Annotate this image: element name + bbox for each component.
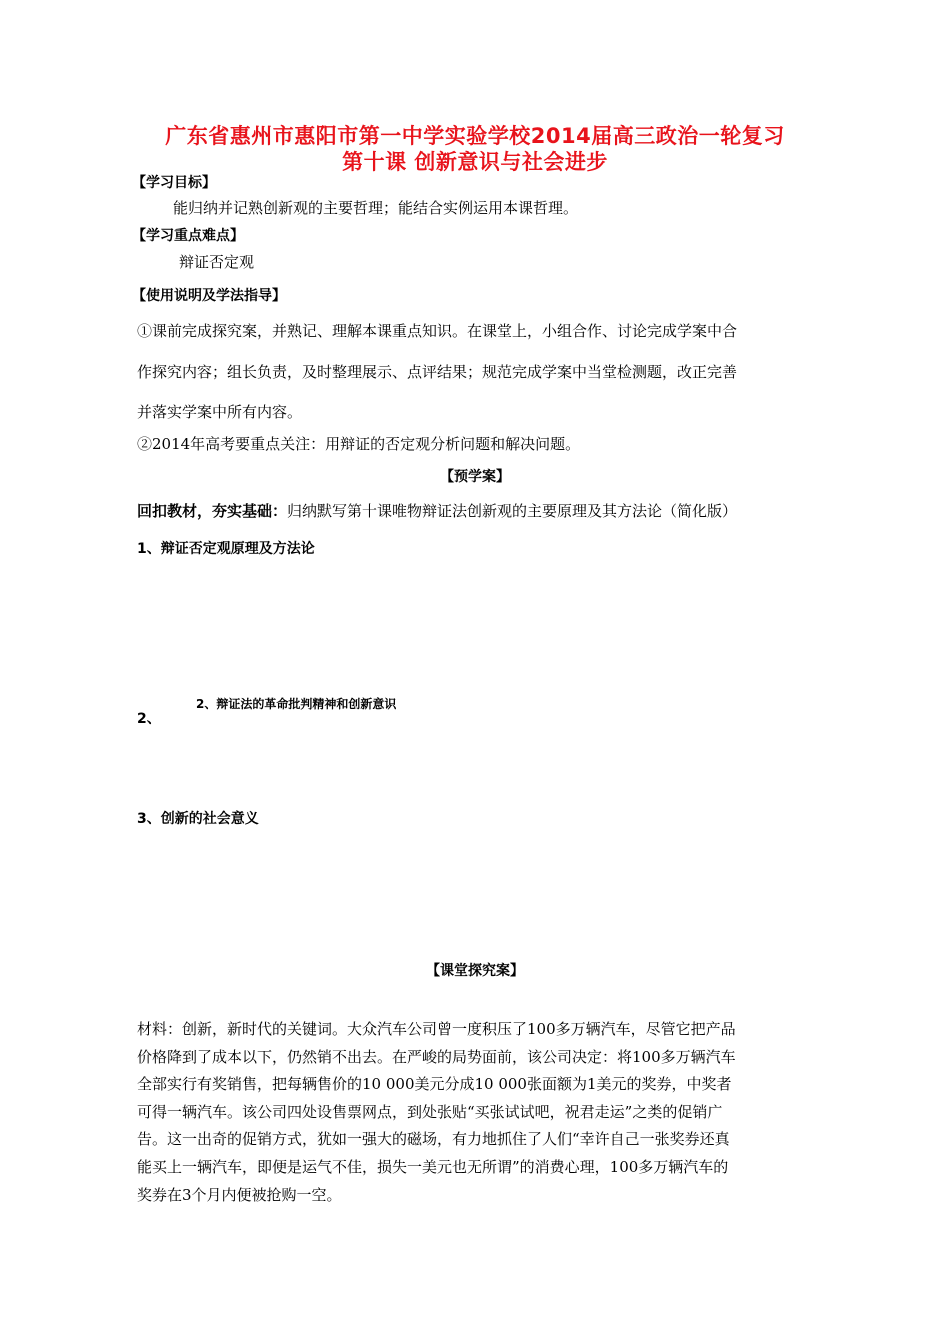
material-line: 奖券在3个月内便被抢购一空。	[137, 1185, 342, 1204]
usage-note: ②2014年高考要重点关注：用辩证的否定观分析问题和解决问题。	[137, 435, 581, 453]
material-paragraph	[137, 1016, 817, 1209]
usage-heading: 【使用说明及学法指导】	[132, 288, 286, 304]
material-line: 可得一辆汽车。该公司四处设售票网点，到处张贴“买张试试吧，祝君走运”之类的促销广	[137, 1102, 723, 1121]
item-2-number: 2、	[137, 711, 161, 727]
material-line: 告。这一出奇的促销方式，犹如一强大的磁场，有力地抓住了人们“幸许自己一张奖券还真	[137, 1130, 730, 1149]
doc-title-line1: 广东省惠州市惠阳市第一中学实验学校2014届高三政治一轮复习	[165, 124, 785, 148]
explore-heading: 【课堂探究案】	[426, 963, 524, 979]
material-line: 材料：创新，新时代的关键词。大众汽车公司曾一度积压了100多万辆汽车，尽管它把产品	[137, 1020, 736, 1038]
goals-text: 能归纳并记熟创新观的主要哲理；能结合实例运用本课哲理。	[173, 199, 579, 217]
material-line: 全部实行有奖销售，把每辆售价的10 000美元分成10 000张面额为1美元的奖券，中奖者	[137, 1075, 732, 1094]
usage-line: ①课前完成探究案，并熟记、理解本课重点知识。在课堂上，小组合作、讨论完成学案中合	[137, 322, 738, 340]
material-line: 价格降到了成本以下，仍然销不出去。在严峻的局势面前，该公司决定：将100多万辆汽车	[137, 1047, 736, 1066]
review-text: 归纳默写第十课唯物辩证法创新观的主要原理及其方法论（简化版）	[287, 502, 738, 520]
usage-line: 作探究内容；组长负责，及时整理展示、点评结果；规范完成学案中当堂检测题，改正完善	[137, 363, 738, 381]
review-label: 回扣教材，夯实基础：	[137, 502, 288, 520]
key-text: 辩证否定观	[179, 253, 255, 271]
item-3: 3、创新的社会意义	[137, 811, 259, 827]
key-heading: 【学习重点难点】	[132, 228, 244, 244]
usage-line: 并落实学案中所有内容。	[137, 403, 303, 421]
doc-title-line2: 第十课 创新意识与社会进步	[342, 150, 608, 174]
item-2-inline: 2、辩证法的革命批判精神和创新意识	[196, 697, 397, 711]
review-line	[137, 500, 737, 521]
goals-heading: 【学习目标】	[132, 175, 216, 191]
preview-heading: 【预学案】	[440, 469, 510, 485]
material-line: 能买上一辆汽车，即便是运气不佳，损失一美元也无所谓”的消费心理，100多万辆汽车的	[137, 1157, 729, 1176]
item-1: 1、辩证否定观原理及方法论	[137, 541, 315, 557]
